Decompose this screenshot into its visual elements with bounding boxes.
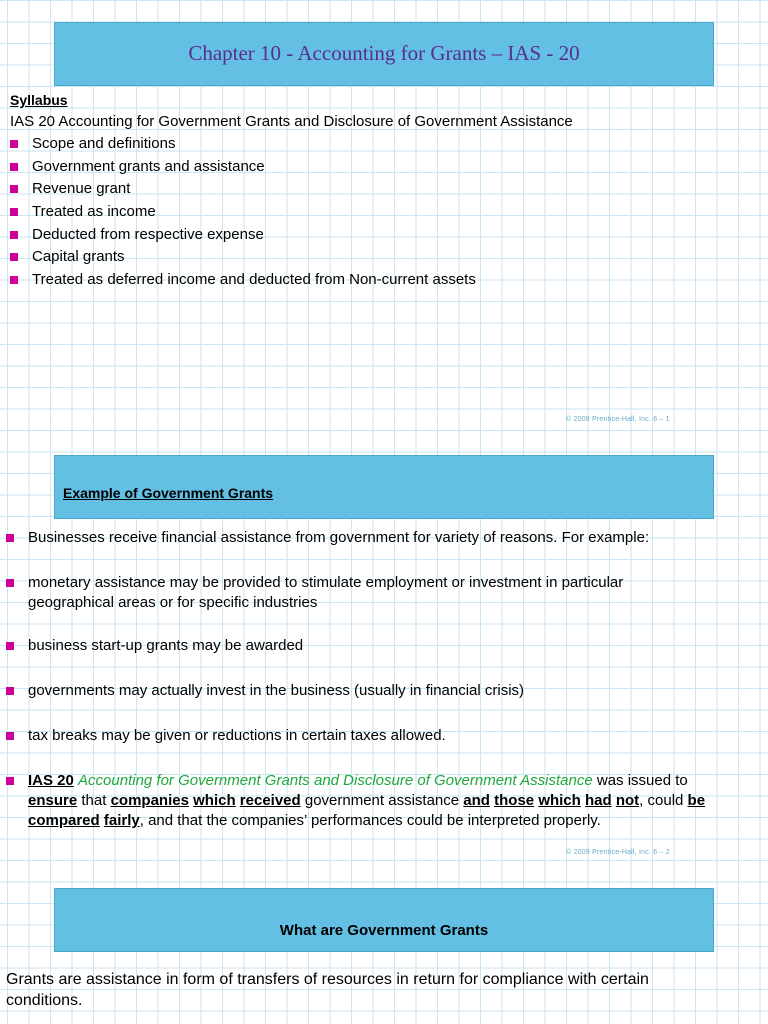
slide2-title: Example of Government Grants [63,485,274,501]
bullet-square-icon [6,777,14,785]
slide1-footer: © 2009 Prentice-Hall, Inc. 6 – 1 [566,416,670,423]
slide1-title-band [54,22,714,86]
bullet-square-icon [10,185,18,193]
bullet-square-icon [10,231,18,239]
bullet-square-icon [10,276,18,284]
bullet-square-icon [10,208,18,216]
bullet-square-icon [6,534,14,542]
list-item: IAS 20 Accounting for Government Grants and Disclosure of Government Assistance was issued to ensure that companies which received government assistance and those which had not, could be compared fairly, and that the companies’ performances could be interpreted properly. [6,771,728,831]
list-item: Scope and definitions [10,134,175,154]
slide2-title-band [54,455,714,519]
list-item: Treated as income [10,202,156,222]
syllabus-intro: IAS 20 Accounting for Government Grants and Disclosure of Government Assistance [10,113,573,130]
slide2-footer: © 2009 Prentice-Hall, Inc. 6 – 2 [566,849,670,856]
bullet-square-icon [6,687,14,695]
bullet-square-icon [10,140,18,148]
list-item: governments may actually invest in the business (usually in financial crisis) [6,681,524,701]
list-item: Deducted from respective expense [10,225,264,245]
slide3-title: What are Government Grants [279,922,489,939]
bullet-square-icon [6,732,14,740]
list-item: Capital grants [10,247,125,267]
list-item: Government grants and assistance [10,157,265,177]
bullet-square-icon [6,579,14,587]
list-item: tax breaks may be given or reductions in certain taxes allowed. [6,726,446,746]
slide3-title-band [54,888,714,952]
slide3-body: Grants are assistance in form of transfers of resources in return for compliance with certain conditions. [6,971,649,1009]
list-item: Revenue grant [10,179,130,199]
slide1-title: Chapter 10 - Accounting for Grants – IAS - 20 [188,41,580,65]
syllabus-heading: Syllabus [10,92,68,108]
list-item: monetary assistance may be provided to stimulate employment or investment in particular geographical areas or for specific industries [6,573,623,613]
bullet-square-icon [10,163,18,171]
list-item: business start-up grants may be awarded [6,636,303,656]
bullet-square-icon [6,642,14,650]
bullet-square-icon [10,253,18,261]
list-item: Treated as deferred income and deducted from Non-current assets [10,270,476,290]
list-item: Businesses receive financial assistance from government for variety of reasons. For example: [6,528,649,548]
